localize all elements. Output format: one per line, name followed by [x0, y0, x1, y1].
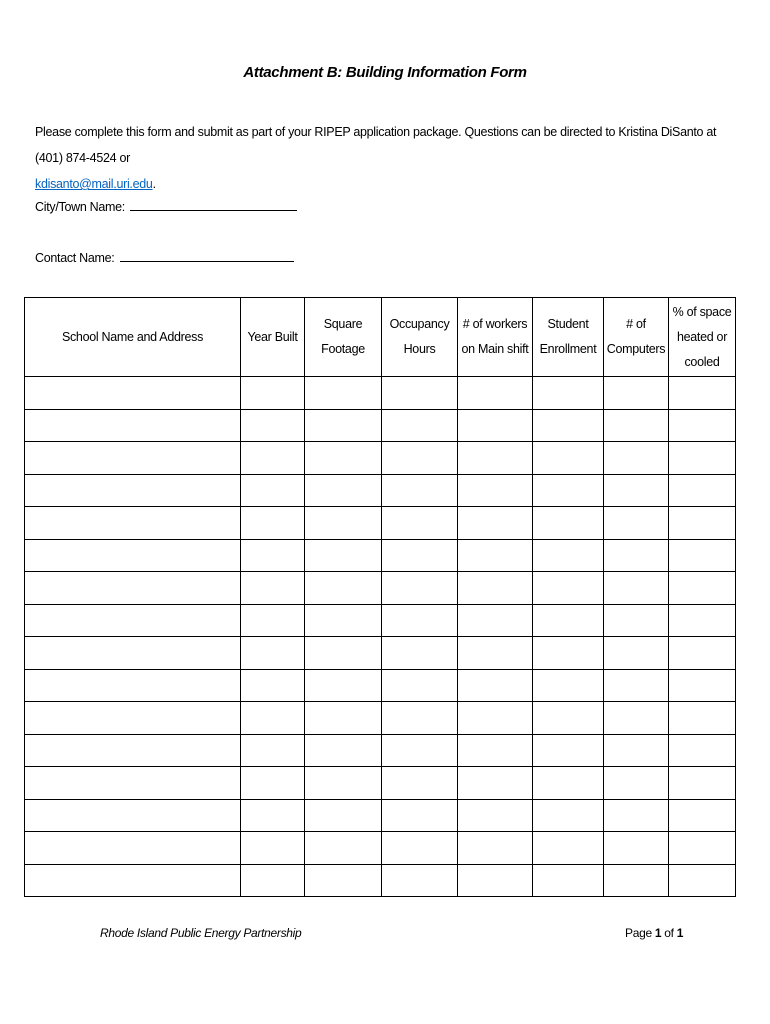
table-cell[interactable] [669, 572, 736, 605]
table-row [25, 442, 736, 475]
table-cell[interactable] [458, 474, 533, 507]
table-cell[interactable] [533, 572, 604, 605]
table-row [25, 572, 736, 605]
table-cell[interactable] [669, 734, 736, 767]
header-workers: # of workers on Main shift [458, 298, 533, 377]
table-row [25, 702, 736, 735]
table-cell[interactable] [241, 377, 305, 410]
table-cell[interactable] [305, 669, 382, 702]
table-body [25, 377, 736, 897]
table-cell[interactable] [533, 507, 604, 540]
table-cell[interactable] [458, 799, 533, 832]
table-cell[interactable] [669, 702, 736, 735]
table-cell[interactable] [533, 832, 604, 865]
table-row [25, 767, 736, 800]
table-cell[interactable] [382, 539, 458, 572]
footer-organization: Rhode Island Public Energy Partnership [100, 926, 302, 940]
intro-text: Please complete this form and submit as part of your RIPEP application package. Questions can be directed to Kristina DiSanto at (401) 874-4524 or [35, 125, 717, 165]
table-cell[interactable] [604, 864, 669, 897]
table-cell[interactable] [305, 767, 382, 800]
table-cell[interactable] [604, 474, 669, 507]
table-cell[interactable] [604, 734, 669, 767]
table-cell[interactable] [458, 637, 533, 670]
header-square-footage: Square Footage [305, 298, 382, 377]
table-cell[interactable] [305, 864, 382, 897]
table-cell[interactable] [241, 767, 305, 800]
table-cell[interactable] [305, 377, 382, 410]
table-cell[interactable] [25, 572, 241, 605]
table-cell[interactable] [382, 832, 458, 865]
table-cell[interactable] [458, 604, 533, 637]
contact-name-field [35, 251, 294, 265]
header-space-heated: % of space heated or cooled [669, 298, 736, 377]
city-town-label: City/Town Name: [35, 200, 125, 214]
table-row [25, 864, 736, 897]
table-cell[interactable] [305, 474, 382, 507]
table-cell[interactable] [241, 507, 305, 540]
table-cell[interactable] [458, 377, 533, 410]
header-computers: # of Computers [604, 298, 669, 377]
table-cell[interactable] [25, 799, 241, 832]
table-cell[interactable] [241, 409, 305, 442]
table-cell[interactable] [241, 572, 305, 605]
table-cell[interactable] [458, 734, 533, 767]
table-cell[interactable] [669, 474, 736, 507]
table-cell[interactable] [305, 734, 382, 767]
table-cell[interactable] [382, 409, 458, 442]
table-cell[interactable] [533, 377, 604, 410]
table-cell[interactable] [382, 702, 458, 735]
table-row [25, 799, 736, 832]
table-cell[interactable] [25, 702, 241, 735]
table-cell[interactable] [604, 572, 669, 605]
header-year-built: Year Built [241, 298, 305, 377]
table-cell[interactable] [533, 474, 604, 507]
table-row [25, 734, 736, 767]
table-cell[interactable] [305, 604, 382, 637]
table-cell[interactable] [458, 442, 533, 475]
email-link[interactable]: kdisanto@mail.uri.edu [35, 177, 153, 191]
table-cell[interactable] [241, 604, 305, 637]
table-cell[interactable] [382, 799, 458, 832]
table-cell[interactable] [382, 507, 458, 540]
table-cell[interactable] [382, 377, 458, 410]
table-cell[interactable] [533, 669, 604, 702]
table-cell[interactable] [25, 474, 241, 507]
table-cell[interactable] [533, 409, 604, 442]
table-cell[interactable] [533, 864, 604, 897]
table-cell[interactable] [382, 767, 458, 800]
table-cell[interactable] [458, 832, 533, 865]
table-cell[interactable] [305, 409, 382, 442]
table-cell[interactable] [25, 767, 241, 800]
table-cell[interactable] [669, 539, 736, 572]
table-cell[interactable] [669, 864, 736, 897]
table-cell[interactable] [533, 604, 604, 637]
table-cell[interactable] [305, 637, 382, 670]
page-current: 1 [654, 926, 662, 940]
footer-page-number [625, 926, 683, 940]
table-cell[interactable] [604, 799, 669, 832]
table-cell[interactable] [382, 474, 458, 507]
table-cell[interactable] [604, 409, 669, 442]
table-cell[interactable] [604, 377, 669, 410]
table-cell[interactable] [669, 604, 736, 637]
city-town-field [35, 200, 297, 214]
table-cell[interactable] [669, 409, 736, 442]
table-cell[interactable] [669, 767, 736, 800]
table-cell[interactable] [25, 442, 241, 475]
table-cell[interactable] [458, 669, 533, 702]
table-row [25, 637, 736, 670]
table-cell[interactable] [382, 669, 458, 702]
table-cell[interactable] [533, 539, 604, 572]
table-cell[interactable] [305, 702, 382, 735]
table-cell[interactable] [25, 539, 241, 572]
table-cell[interactable] [382, 734, 458, 767]
table-cell[interactable] [241, 539, 305, 572]
table-cell[interactable] [241, 442, 305, 475]
table-cell[interactable] [241, 864, 305, 897]
table-cell[interactable] [458, 864, 533, 897]
table-cell[interactable] [25, 637, 241, 670]
table-cell[interactable] [25, 604, 241, 637]
table-cell[interactable] [305, 572, 382, 605]
table-cell[interactable] [604, 669, 669, 702]
table-row [25, 832, 736, 865]
header-student-enrollment: Student Enrollment [533, 298, 604, 377]
table-cell[interactable] [604, 702, 669, 735]
table-header-row [25, 298, 736, 377]
table-cell[interactable] [458, 572, 533, 605]
table-cell[interactable] [669, 799, 736, 832]
table-cell[interactable] [241, 799, 305, 832]
table-cell[interactable] [241, 832, 305, 865]
header-school-name: School Name and Address [25, 298, 241, 377]
table-cell[interactable] [25, 832, 241, 865]
table-cell[interactable] [533, 767, 604, 800]
table-cell[interactable] [25, 669, 241, 702]
table-cell[interactable] [305, 442, 382, 475]
table-cell[interactable] [604, 539, 669, 572]
table-cell[interactable] [305, 539, 382, 572]
table-cell[interactable] [533, 734, 604, 767]
table-cell[interactable] [458, 507, 533, 540]
table-cell[interactable] [382, 637, 458, 670]
table-cell[interactable] [241, 702, 305, 735]
table-cell[interactable] [604, 507, 669, 540]
table-cell[interactable] [458, 409, 533, 442]
table-cell[interactable] [533, 702, 604, 735]
table-cell[interactable] [458, 767, 533, 800]
contact-name-input-line[interactable] [120, 251, 294, 262]
header-occupancy-hours: Occupancy Hours [382, 298, 458, 377]
form-title: Attachment B: Building Information Form [243, 64, 527, 81]
table-cell[interactable] [604, 604, 669, 637]
table-cell[interactable] [25, 377, 241, 410]
table-cell[interactable] [669, 377, 736, 410]
table-cell[interactable] [604, 442, 669, 475]
table-cell[interactable] [305, 507, 382, 540]
table-row [25, 474, 736, 507]
table-cell[interactable] [382, 604, 458, 637]
table-cell[interactable] [241, 637, 305, 670]
table-cell[interactable] [669, 637, 736, 670]
table-cell[interactable] [669, 669, 736, 702]
table-cell[interactable] [604, 637, 669, 670]
building-info-table [24, 297, 736, 897]
table-row [25, 604, 736, 637]
page-of: of [661, 926, 677, 940]
table-cell[interactable] [458, 539, 533, 572]
table-cell[interactable] [382, 442, 458, 475]
page-prefix: Page [625, 926, 655, 940]
table-cell[interactable] [604, 767, 669, 800]
table-cell[interactable] [25, 734, 241, 767]
table-cell[interactable] [25, 507, 241, 540]
table-cell[interactable] [533, 637, 604, 670]
table-cell[interactable] [305, 832, 382, 865]
table-cell[interactable] [669, 832, 736, 865]
table-cell[interactable] [25, 864, 241, 897]
table-cell[interactable] [241, 669, 305, 702]
page-total: 1 [676, 926, 684, 940]
city-town-input-line[interactable] [130, 200, 297, 211]
table-cell[interactable] [382, 864, 458, 897]
table-cell[interactable] [669, 442, 736, 475]
table-cell[interactable] [669, 507, 736, 540]
contact-name-label: Contact Name: [35, 251, 115, 265]
table-row [25, 669, 736, 702]
table-cell[interactable] [382, 572, 458, 605]
table-row [25, 507, 736, 540]
table-cell[interactable] [533, 799, 604, 832]
table-row [25, 539, 736, 572]
table-cell[interactable] [241, 474, 305, 507]
table-cell[interactable] [25, 409, 241, 442]
table-row [25, 409, 736, 442]
table-cell[interactable] [533, 442, 604, 475]
table-row [25, 377, 736, 410]
table-cell[interactable] [305, 799, 382, 832]
table-cell[interactable] [604, 832, 669, 865]
intro-end: . [152, 177, 156, 191]
intro-paragraph [35, 119, 735, 197]
table-cell[interactable] [241, 734, 305, 767]
table-cell[interactable] [458, 702, 533, 735]
